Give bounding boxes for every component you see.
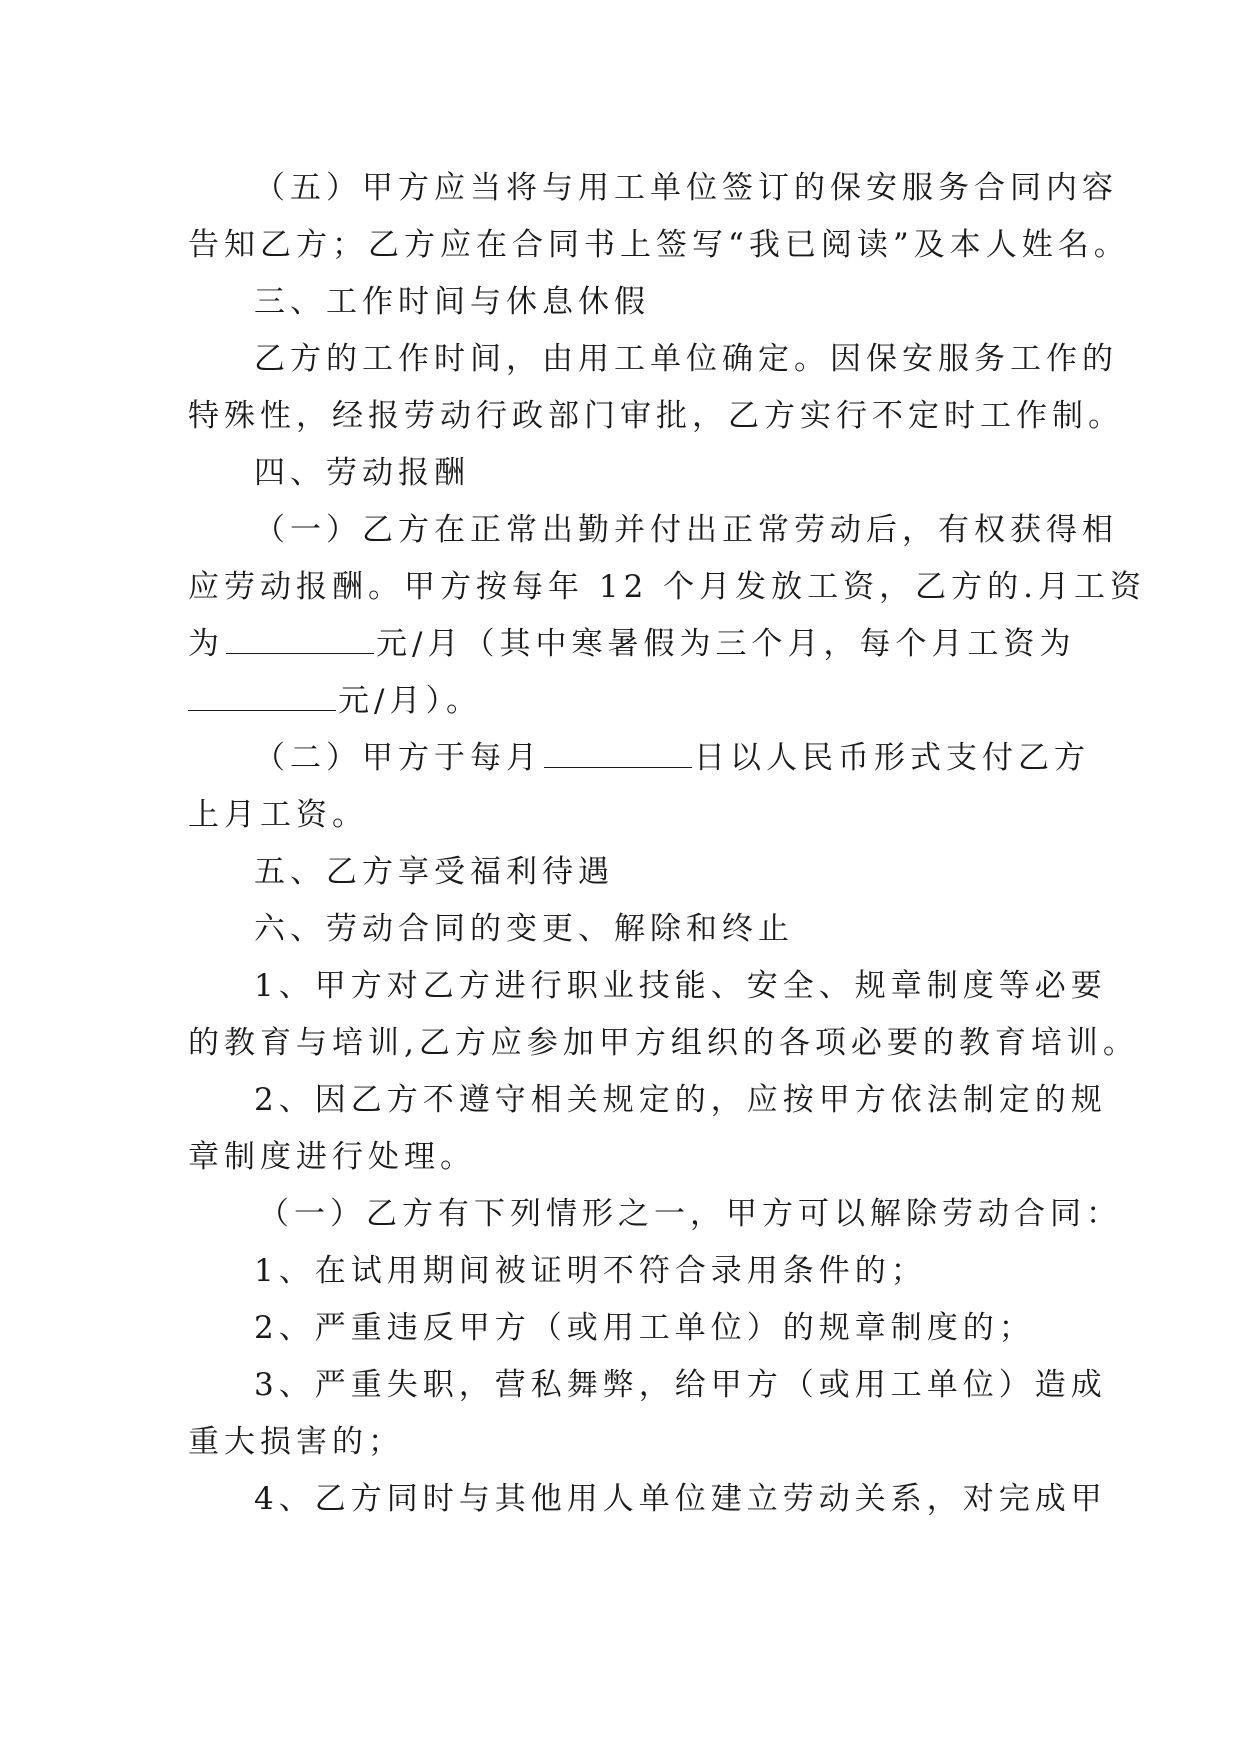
paragraph-line: 的教育与培训,乙方应参加甲方组织的各项必要的教育培训。 — [188, 1025, 1139, 1061]
list-item: 1、在试用期间被证明不符合录用条件的； — [254, 1253, 927, 1289]
fill-in-blank-pay-day — [544, 745, 692, 768]
line-text: （二）甲方于每月 — [254, 740, 542, 776]
fill-in-blank-monthly-salary — [226, 631, 374, 654]
paragraph-line: 特殊性，经报劳动行政部门审批，乙方实行不定时工作制。 — [188, 398, 1124, 434]
line-text: 元/月（其中寒暑假为三个月，每个月工资为 — [376, 626, 1076, 662]
paragraph-line: （一）乙方在正常出勤并付出正常劳动后，有权获得相 — [254, 512, 1118, 548]
line-text: 元/月）。 — [338, 683, 482, 719]
paragraph-line-with-blank — [188, 730, 1090, 787]
paragraph-line: 2、因乙方不遵守相关规定的，应按甲方依法制定的规 — [254, 1082, 1107, 1118]
list-item: 2、严重违反甲方（或用工单位）的规章制度的； — [254, 1310, 1035, 1346]
paragraph-line: 上月工资。 — [188, 797, 368, 833]
paragraph-line: （一）乙方有下列情形之一，甲方可以解除劳动合同： — [258, 1196, 1122, 1232]
fill-in-blank-vacation-salary — [188, 688, 336, 711]
paragraph-line-with-blank — [188, 616, 1076, 673]
section-heading-remuneration: 四、劳动报酬 — [254, 455, 470, 491]
section-heading-contract-changes: 六、劳动合同的变更、解除和终止 — [254, 911, 794, 947]
list-item-continuation: 重大损害的； — [188, 1424, 404, 1460]
section-heading-benefits: 五、乙方享受福利待遇 — [254, 854, 614, 890]
list-item: 4、乙方同时与其他用人单位建立劳动关系，对完成甲 — [254, 1481, 1107, 1517]
paragraph-line-with-blank — [188, 673, 1068, 730]
paragraph-line: （五）甲方应当将与用工单位签订的保安服务合同内容 — [254, 170, 1118, 206]
line-text: 为 — [188, 626, 224, 662]
paragraph-line: 章制度进行处理。 — [188, 1139, 476, 1175]
paragraph-line: 应劳动报酬。甲方按每年 12 个月发放工资，乙方的.月工资 — [188, 569, 1147, 605]
list-item: 3、严重失职，营私舞弊，给甲方（或用工单位）造成 — [254, 1367, 1107, 1403]
paragraph-line: 1、甲方对乙方进行职业技能、安全、规章制度等必要 — [254, 968, 1107, 1004]
contract-body — [188, 160, 1147, 1528]
paragraph-line: 乙方的工作时间，由用工单位确定。因保安服务工作的 — [254, 341, 1118, 377]
line-text: 日以人民币形式支付乙方 — [694, 740, 1090, 776]
paragraph-line: 告知乙方；乙方应在合同书上签写“我已阅读”及本人姓名。 — [188, 227, 1130, 263]
section-heading-work-hours: 三、工作时间与休息休假 — [254, 284, 650, 320]
